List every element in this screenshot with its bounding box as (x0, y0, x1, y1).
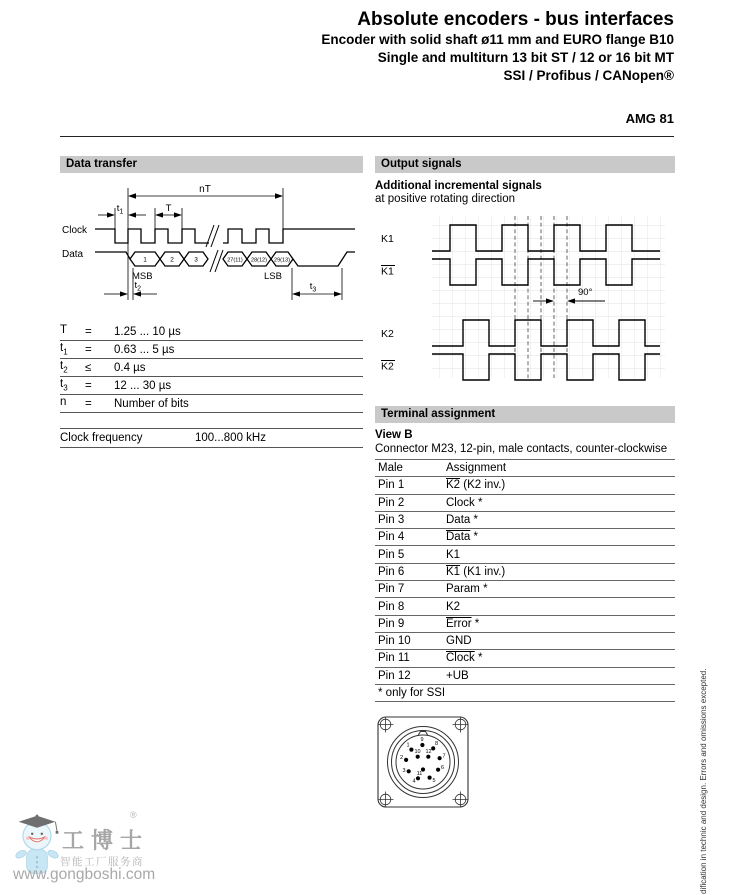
pin-dot (428, 776, 432, 780)
table-row: Pin 3 Data * (375, 511, 675, 528)
svg-text:7: 7 (442, 753, 446, 760)
watermark-logo (13, 800, 173, 892)
clock-frequency-row (60, 428, 363, 448)
section-terminal-assignment: Terminal assignment (375, 406, 675, 423)
svg-text:5: 5 (432, 778, 436, 784)
table-row: T = 1.25 ... 10 µs (60, 323, 363, 341)
bit-1: 1 (143, 256, 147, 264)
pin-dot (416, 755, 420, 759)
bit-3: 3 (194, 256, 198, 264)
page-title: Absolute encoders - bus interfaces (357, 9, 674, 30)
svg-text:6: 6 (441, 765, 445, 771)
connector-diagram (375, 708, 490, 812)
view-label: View B (375, 429, 413, 441)
bit-28: 28(12) (251, 257, 267, 264)
pin-dot (420, 743, 424, 747)
watermark-brand: 工博士 (62, 828, 150, 853)
t3-label: $t_3$ (309, 281, 317, 294)
bit-29: 29(13) (274, 257, 290, 264)
data-waveform (95, 252, 355, 266)
column-header-male: Male (375, 460, 443, 477)
nT-label: nT (199, 184, 211, 195)
msb-label: MSB (132, 271, 153, 282)
t2-label: $t_2$ (134, 280, 142, 293)
model-number: AMG 81 (625, 111, 674, 126)
k1-label: K1 (381, 233, 394, 245)
incremental-signals-heading: Additional incremental signals (375, 180, 542, 192)
bit-2: 2 (170, 256, 174, 264)
incremental-signals-diagram (375, 213, 675, 385)
table-row: Pin 7 Param * (375, 581, 675, 598)
svg-text:1: 1 (406, 742, 410, 749)
svg-text:4: 4 (412, 778, 416, 785)
clock-waveform (95, 229, 355, 243)
timing-parameter-table (60, 323, 363, 413)
subtitle-resolution: Single and multiturn 13 bit ST / 12 or 16 bit MT (377, 50, 674, 65)
table-row: Pin 8 K2 (375, 598, 675, 615)
table-row: n = Number of bits (60, 395, 363, 413)
table-row: Pin 1 K2 (K2 inv.) (375, 477, 675, 494)
table-header-row (375, 460, 675, 477)
svg-text:8: 8 (435, 741, 439, 747)
clock-frequency-value: 100...800 kHz (195, 432, 266, 444)
svg-text:11: 11 (416, 771, 423, 777)
table-row: $t_3$ = 12 ... 30 µs (60, 377, 363, 395)
svg-text:10: 10 (414, 749, 421, 755)
section-data-transfer: Data transfer (60, 156, 363, 173)
pin-dot (426, 755, 430, 759)
svg-text:12: 12 (425, 749, 432, 755)
column-header-assignment: Assignment (443, 460, 675, 477)
table-row: Pin 6 K1 (K1 inv.) (375, 563, 675, 580)
bit-27: 27(11) (227, 257, 243, 264)
clock-label: Clock (62, 225, 88, 236)
timing-diagram (60, 182, 365, 317)
svg-text:3: 3 (402, 768, 406, 774)
table-row: Pin 9 Error * (375, 615, 675, 632)
connector-pins (404, 743, 445, 781)
svg-text:9: 9 (420, 737, 424, 743)
svg-text:2: 2 (399, 755, 403, 761)
T-label: T (165, 203, 172, 214)
table-row: $t_2$ ≤ 0.4 µs (60, 359, 363, 377)
connector-description: Connector M23, 12-pin, male contacts, counter-clockwise (375, 443, 668, 455)
clock-frequency-label: Clock frequency (60, 432, 143, 444)
page-header (60, 8, 674, 85)
pin-assignment-table (375, 459, 675, 702)
t1-label: $t_1$ (116, 203, 124, 216)
break-marks (206, 225, 223, 272)
lsb-label: LSB (264, 271, 282, 282)
registered-mark: ® (130, 810, 137, 820)
table-row: Pin 2 Clock * (375, 494, 675, 511)
rotating-direction-note: at positive rotating direction (375, 193, 515, 205)
table-row: Pin 5 K1 (375, 546, 675, 563)
table-row: Pin 10 GND (375, 632, 675, 649)
subtitle-shaft: Encoder with solid shaft ø11 mm and EURO flange B10 (321, 32, 674, 47)
legal-side-note: dification in technic and design. Errors and omissions excepted. (699, 668, 708, 894)
data-label: Data (62, 249, 84, 260)
pin-dot (436, 768, 440, 772)
pin-dot (438, 756, 442, 760)
pin-dot (404, 758, 408, 762)
ssi-footnote: * only for SSI (375, 684, 675, 701)
header-rule (60, 136, 674, 137)
section-output-signals: Output signals (375, 156, 675, 173)
pin-dot (409, 748, 413, 752)
k1-inverted-label: K1 (381, 265, 394, 278)
subtitle-interfaces: SSI / Profibus / CANopen® (503, 68, 674, 83)
table-row: Pin 11 Clock * (375, 650, 675, 667)
table-footnote-row (375, 684, 675, 701)
table-row: $t_1$ = 0.63 ... 5 µs (60, 341, 363, 359)
watermark-url: www.gongboshi.com (13, 866, 156, 883)
watermark-tagline: 智能工厂服务商 (60, 856, 144, 868)
table-row: Pin 12 +UB (375, 667, 675, 684)
k2-inverted-label: K2 (381, 360, 394, 373)
pin-dot (407, 769, 411, 773)
k2-label: K2 (381, 328, 394, 340)
table-row: Pin 4 Data * (375, 529, 675, 546)
phase-angle-label: 90° (578, 287, 593, 298)
